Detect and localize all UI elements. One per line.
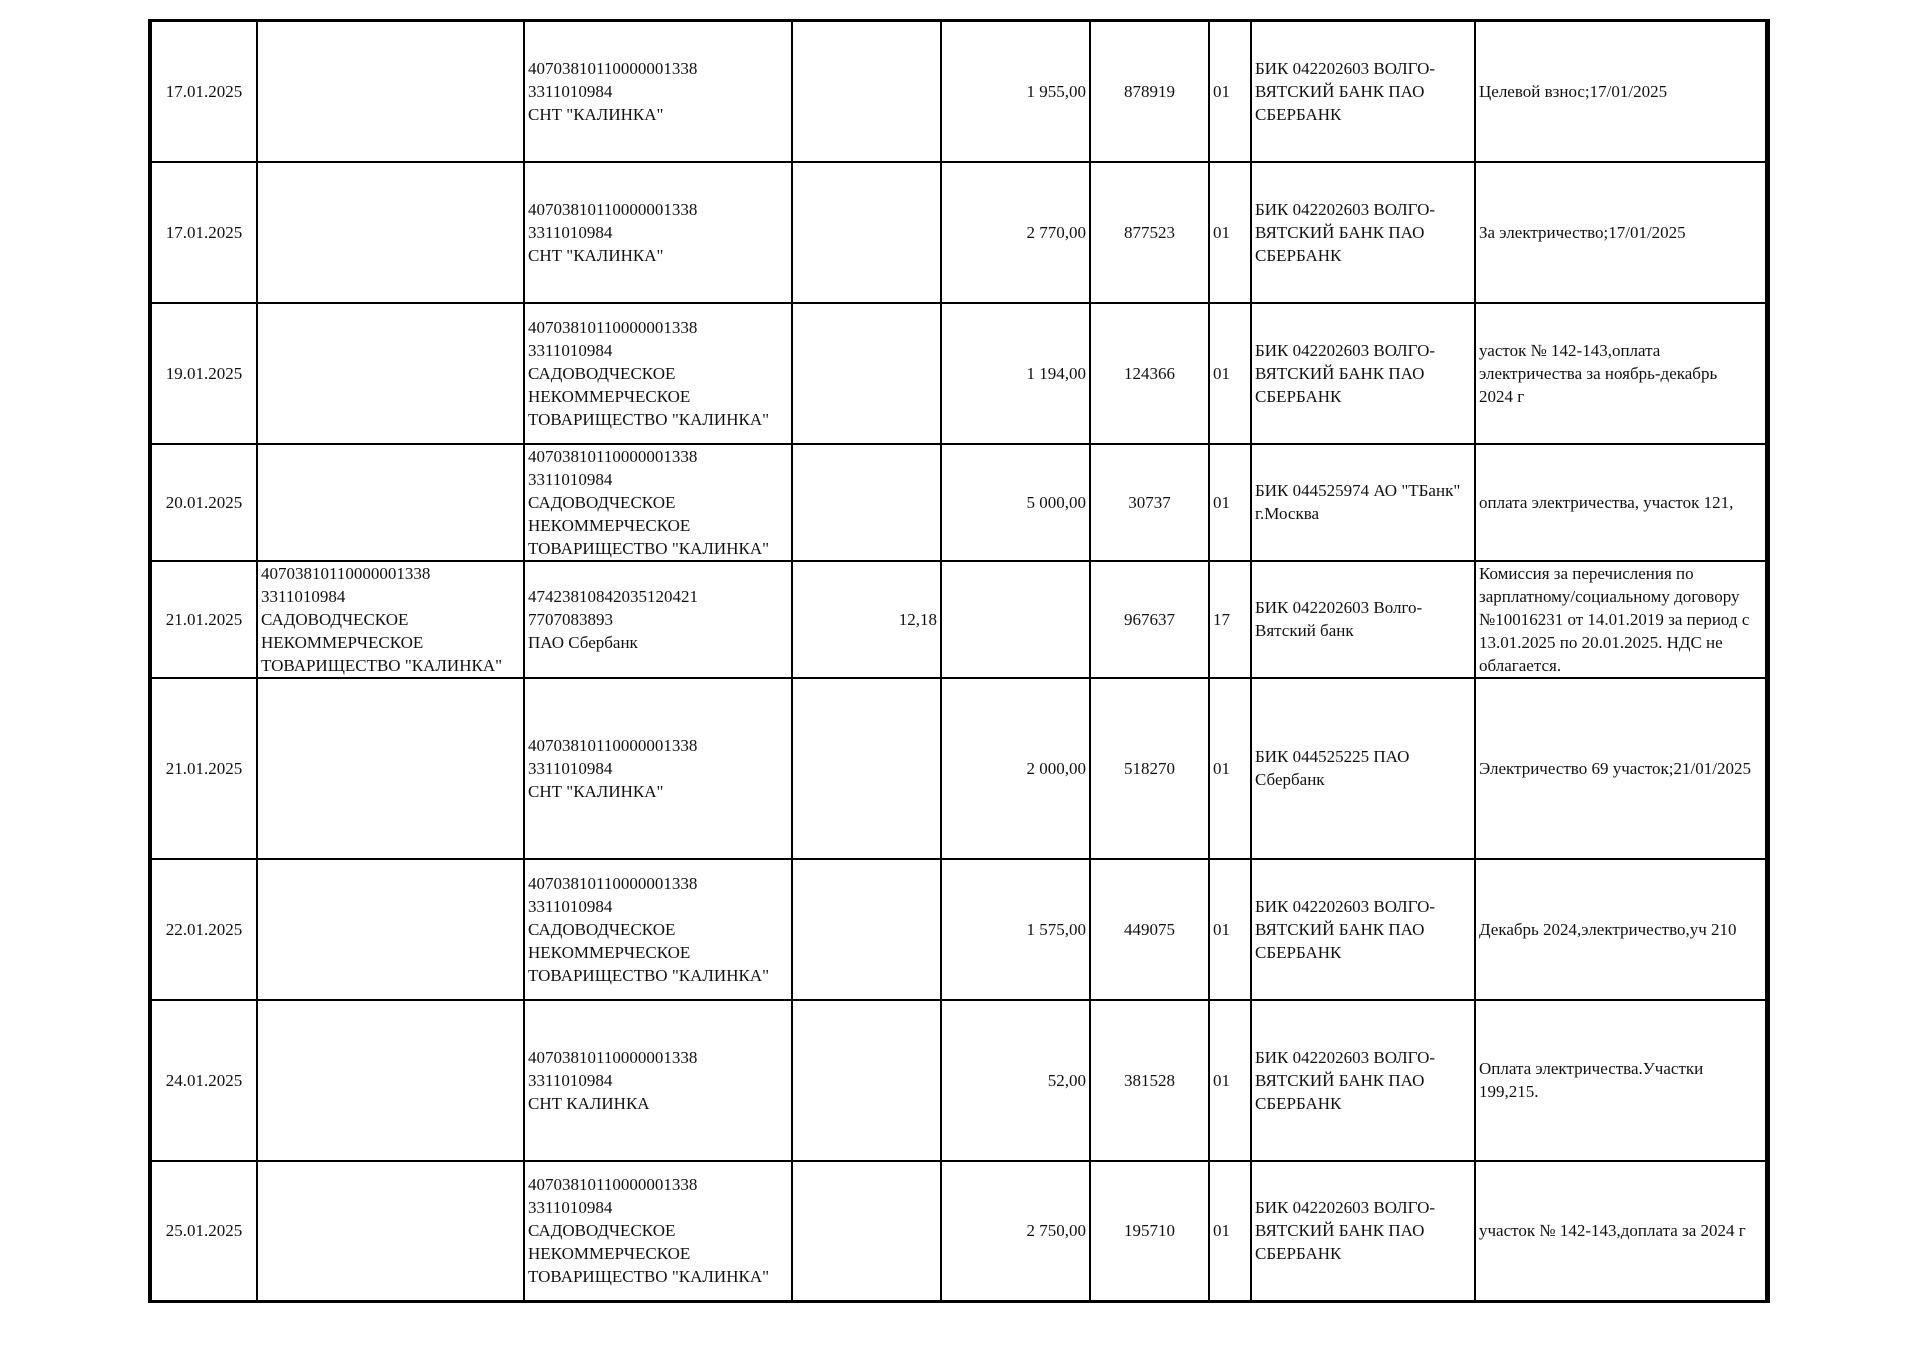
recipient-line: ТОВАРИЩЕСТВО "КАЛИНКА": [528, 409, 770, 429]
recipient-line: 3311010984: [528, 758, 613, 778]
bank-line: ВЯТСКИЙ БАНК ПАО: [1255, 81, 1425, 101]
credit-cell: 1 955,00: [941, 21, 1090, 162]
debit-cell: [792, 678, 941, 859]
operation-type-cell: 01: [1209, 303, 1251, 444]
bank-line: СБЕРБАНК: [1255, 245, 1342, 265]
doc-number-cell: 877523: [1090, 162, 1209, 303]
operation-type-cell: 01: [1209, 444, 1251, 561]
bank-cell: [1251, 859, 1475, 1000]
bank-cell: [1251, 678, 1475, 859]
recipient-line: 40703810110000001338: [528, 873, 698, 893]
purpose-line: Электричество 69 участок;21/01/2025: [1479, 758, 1751, 778]
purpose-cell: [1475, 561, 1767, 678]
purpose-line: 13.01.2025 по 20.01.2025. НДС не: [1479, 632, 1723, 652]
purpose-line: 2024 г: [1479, 386, 1525, 406]
recipient-line: 3311010984: [528, 81, 613, 101]
bank-line: СБЕРБАНК: [1255, 386, 1342, 406]
bank-line: СБЕРБАНК: [1255, 1244, 1342, 1264]
credit-cell: 2 770,00: [941, 162, 1090, 303]
recipient-cell: [524, 678, 792, 859]
purpose-line: участок № 142-143,доплата за 2024 г: [1479, 1221, 1746, 1241]
bank-line: ВЯТСКИЙ БАНК ПАО: [1255, 1221, 1425, 1241]
recipient-line: 40703810110000001338: [528, 446, 698, 466]
purpose-cell: [1475, 444, 1767, 561]
table-row: [150, 859, 1767, 1000]
doc-number-cell: 967637: [1090, 561, 1209, 678]
payer-line: ТОВАРИЩЕСТВО "КАЛИНКА": [261, 655, 503, 675]
payer-line: 40703810110000001338: [261, 563, 431, 583]
payer-cell: [257, 162, 524, 303]
recipient-line: НЕКОММЕРЧЕСКОЕ: [528, 386, 691, 406]
purpose-cell: [1475, 162, 1767, 303]
purpose-cell: [1475, 303, 1767, 444]
payer-cell: [257, 859, 524, 1000]
recipient-line: 3311010984: [528, 1198, 613, 1218]
recipient-line: САДОВОДЧЕСКОЕ: [528, 919, 676, 939]
statement-table: [148, 19, 1770, 1303]
recipient-line: СНТ "КАЛИНКА": [528, 245, 664, 265]
debit-cell: [792, 162, 941, 303]
purpose-line: Оплата электричества.Участки: [1479, 1059, 1704, 1078]
bank-line: СБЕРБАНК: [1255, 1093, 1342, 1113]
credit-cell: 2 000,00: [941, 678, 1090, 859]
payer-line: САДОВОДЧЕСКОЕ: [261, 609, 409, 629]
recipient-line: 40703810110000001338: [528, 317, 698, 337]
bank-line: БИК 042202603 ВОЛГО-: [1255, 58, 1436, 78]
table-row: [150, 21, 1767, 162]
debit-cell: [792, 444, 941, 561]
operation-type-cell: 01: [1209, 678, 1251, 859]
debit-cell: [792, 303, 941, 444]
bank-cell: [1251, 162, 1475, 303]
purpose-cell: [1475, 678, 1767, 859]
operation-type-cell: 01: [1209, 21, 1251, 162]
purpose-line: электричества за ноябрь-декабрь: [1479, 363, 1718, 383]
table-row: [150, 162, 1767, 303]
date-cell: 17.01.2025: [150, 21, 257, 162]
bank-line: БИК 044525225 ПАО: [1255, 747, 1410, 766]
credit-cell: 1 194,00: [941, 303, 1090, 444]
bank-line: БИК 042202603 ВОЛГО-: [1255, 896, 1436, 916]
payer-cell: [257, 678, 524, 859]
purpose-line: облагается.: [1479, 655, 1562, 675]
credit-cell: 1 575,00: [941, 859, 1090, 1000]
doc-number-cell: 124366: [1090, 303, 1209, 444]
recipient-cell: [524, 444, 792, 561]
recipient-line: СНТ "КАЛИНКА": [528, 104, 664, 124]
purpose-cell: [1475, 1161, 1767, 1302]
bank-line: ВЯТСКИЙ БАНК ПАО: [1255, 1070, 1425, 1090]
recipient-line: 3311010984: [528, 340, 613, 360]
credit-cell: 2 750,00: [941, 1161, 1090, 1302]
doc-number-cell: 195710: [1090, 1161, 1209, 1302]
recipient-line: ТОВАРИЩЕСТВО "КАЛИНКА": [528, 538, 770, 558]
recipient-line: ТОВАРИЩЕСТВО "КАЛИНКА": [528, 1267, 770, 1287]
recipient-cell: [524, 859, 792, 1000]
payer-line: НЕКОММЕРЧЕСКОЕ: [261, 632, 424, 652]
recipient-cell: [524, 162, 792, 303]
date-cell: 21.01.2025: [150, 561, 257, 678]
table-row: [150, 561, 1767, 678]
operation-type-cell: 01: [1209, 1000, 1251, 1161]
recipient-line: САДОВОДЧЕСКОЕ: [528, 363, 676, 383]
doc-number-cell: 30737: [1090, 444, 1209, 561]
debit-cell: [792, 859, 941, 1000]
payer-cell: [257, 1161, 524, 1302]
operation-type-cell: 01: [1209, 1161, 1251, 1302]
purpose-line: Целевой взнос;17/01/2025: [1479, 81, 1668, 101]
bank-line: г.Москва: [1255, 504, 1320, 523]
date-cell: 19.01.2025: [150, 303, 257, 444]
bank-line: ВЯТСКИЙ БАНК ПАО: [1255, 919, 1425, 939]
payer-cell: [257, 444, 524, 561]
recipient-line: СНТ КАЛИНКА: [528, 1093, 650, 1113]
bank-line: БИК 042202603 ВОЛГО-: [1255, 1047, 1436, 1067]
payer-cell: [257, 303, 524, 444]
date-cell: 22.01.2025: [150, 859, 257, 1000]
recipient-cell: [524, 1000, 792, 1161]
table-row: [150, 1000, 1767, 1161]
purpose-cell: [1475, 1000, 1767, 1161]
bank-line: БИК 044525974 АО "ТБанк": [1255, 481, 1461, 500]
table-row: [150, 444, 1767, 561]
purpose-line: зарплатному/социальному договору: [1479, 586, 1740, 606]
purpose-line: Комиссия за перечисления по: [1479, 563, 1694, 583]
recipient-line: 40703810110000001338: [528, 58, 698, 78]
recipient-line: САДОВОДЧЕСКОЕ: [528, 492, 676, 512]
payer-cell: [257, 1000, 524, 1161]
operation-type-cell: 01: [1209, 162, 1251, 303]
bank-line: ВЯТСКИЙ БАНК ПАО: [1255, 222, 1425, 242]
recipient-line: НЕКОММЕРЧЕСКОЕ: [528, 515, 691, 535]
recipient-cell: [524, 303, 792, 444]
recipient-line: САДОВОДЧЕСКОЕ: [528, 1221, 676, 1241]
recipient-line: НЕКОММЕРЧЕСКОЕ: [528, 942, 691, 962]
bank-line: ВЯТСКИЙ БАНК ПАО: [1255, 363, 1425, 383]
bank-line: СБЕРБАНК: [1255, 104, 1342, 124]
payer-line: 3311010984: [261, 586, 346, 606]
bank-line: СБЕРБАНК: [1255, 942, 1342, 962]
recipient-line: СНТ "КАЛИНКА": [528, 781, 664, 801]
recipient-cell: [524, 21, 792, 162]
credit-cell: 5 000,00: [941, 444, 1090, 561]
purpose-line: уасток № 142-143,оплата: [1479, 340, 1661, 360]
recipient-cell: [524, 1161, 792, 1302]
bank-line: БИК 042202603 ВОЛГО-: [1255, 340, 1436, 360]
debit-cell: 12,18: [792, 561, 941, 678]
debit-cell: [792, 1000, 941, 1161]
recipient-line: 3311010984: [528, 469, 613, 489]
operation-type-cell: 17: [1209, 561, 1251, 678]
recipient-line: 3311010984: [528, 896, 613, 916]
debit-cell: [792, 21, 941, 162]
bank-cell: [1251, 561, 1475, 678]
purpose-cell: [1475, 21, 1767, 162]
bank-line: БИК 042202603 Волго-: [1255, 598, 1423, 617]
bank-cell: [1251, 303, 1475, 444]
recipient-line: ПАО Сбербанк: [528, 632, 638, 652]
recipient-line: ТОВАРИЩЕСТВО "КАЛИНКА": [528, 965, 770, 985]
doc-number-cell: 449075: [1090, 859, 1209, 1000]
purpose-cell: [1475, 859, 1767, 1000]
doc-number-cell: 878919: [1090, 21, 1209, 162]
bank-cell: [1251, 1161, 1475, 1302]
recipient-line: 40703810110000001338: [528, 1047, 698, 1067]
credit-cell: 52,00: [941, 1000, 1090, 1161]
recipient-line: 40703810110000001338: [528, 1175, 698, 1195]
table-row: [150, 678, 1767, 859]
table-row: [150, 1161, 1767, 1302]
recipient-line: 3311010984: [528, 1070, 613, 1090]
purpose-line: оплата электричества, участок 121,: [1479, 492, 1734, 512]
bank-cell: [1251, 444, 1475, 561]
purpose-line: №10016231 от 14.01.2019 за период с: [1479, 609, 1750, 629]
recipient-cell: [524, 561, 792, 678]
recipient-line: 3311010984: [528, 222, 613, 242]
table-row: [150, 303, 1767, 444]
purpose-line: За электричество;17/01/2025: [1479, 222, 1686, 242]
recipient-line: 40703810110000001338: [528, 199, 698, 219]
debit-cell: [792, 1161, 941, 1302]
doc-number-cell: 518270: [1090, 678, 1209, 859]
bank-line: БИК 042202603 ВОЛГО-: [1255, 1198, 1436, 1218]
bank-cell: [1251, 21, 1475, 162]
purpose-line: Декабрь 2024,электричество,уч 210: [1479, 919, 1737, 939]
recipient-line: 40703810110000001338: [528, 735, 698, 755]
date-cell: 21.01.2025: [150, 678, 257, 859]
purpose-line: 199,215.: [1479, 1082, 1539, 1101]
bank-line: БИК 042202603 ВОЛГО-: [1255, 199, 1436, 219]
payer-cell: [257, 21, 524, 162]
date-cell: 17.01.2025: [150, 162, 257, 303]
date-cell: 20.01.2025: [150, 444, 257, 561]
doc-number-cell: 381528: [1090, 1000, 1209, 1161]
recipient-line: 7707083893: [528, 609, 613, 629]
payer-cell: [257, 561, 524, 678]
operation-type-cell: 01: [1209, 859, 1251, 1000]
credit-cell: [941, 561, 1090, 678]
date-cell: 24.01.2025: [150, 1000, 257, 1161]
bank-line: Сбербанк: [1255, 770, 1325, 789]
date-cell: 25.01.2025: [150, 1161, 257, 1302]
recipient-line: 47423810842035120421: [528, 586, 698, 606]
bank-cell: [1251, 1000, 1475, 1161]
recipient-line: НЕКОММЕРЧЕСКОЕ: [528, 1244, 691, 1264]
statement-body: [150, 21, 1767, 1302]
bank-line: Вятский банк: [1255, 621, 1354, 640]
